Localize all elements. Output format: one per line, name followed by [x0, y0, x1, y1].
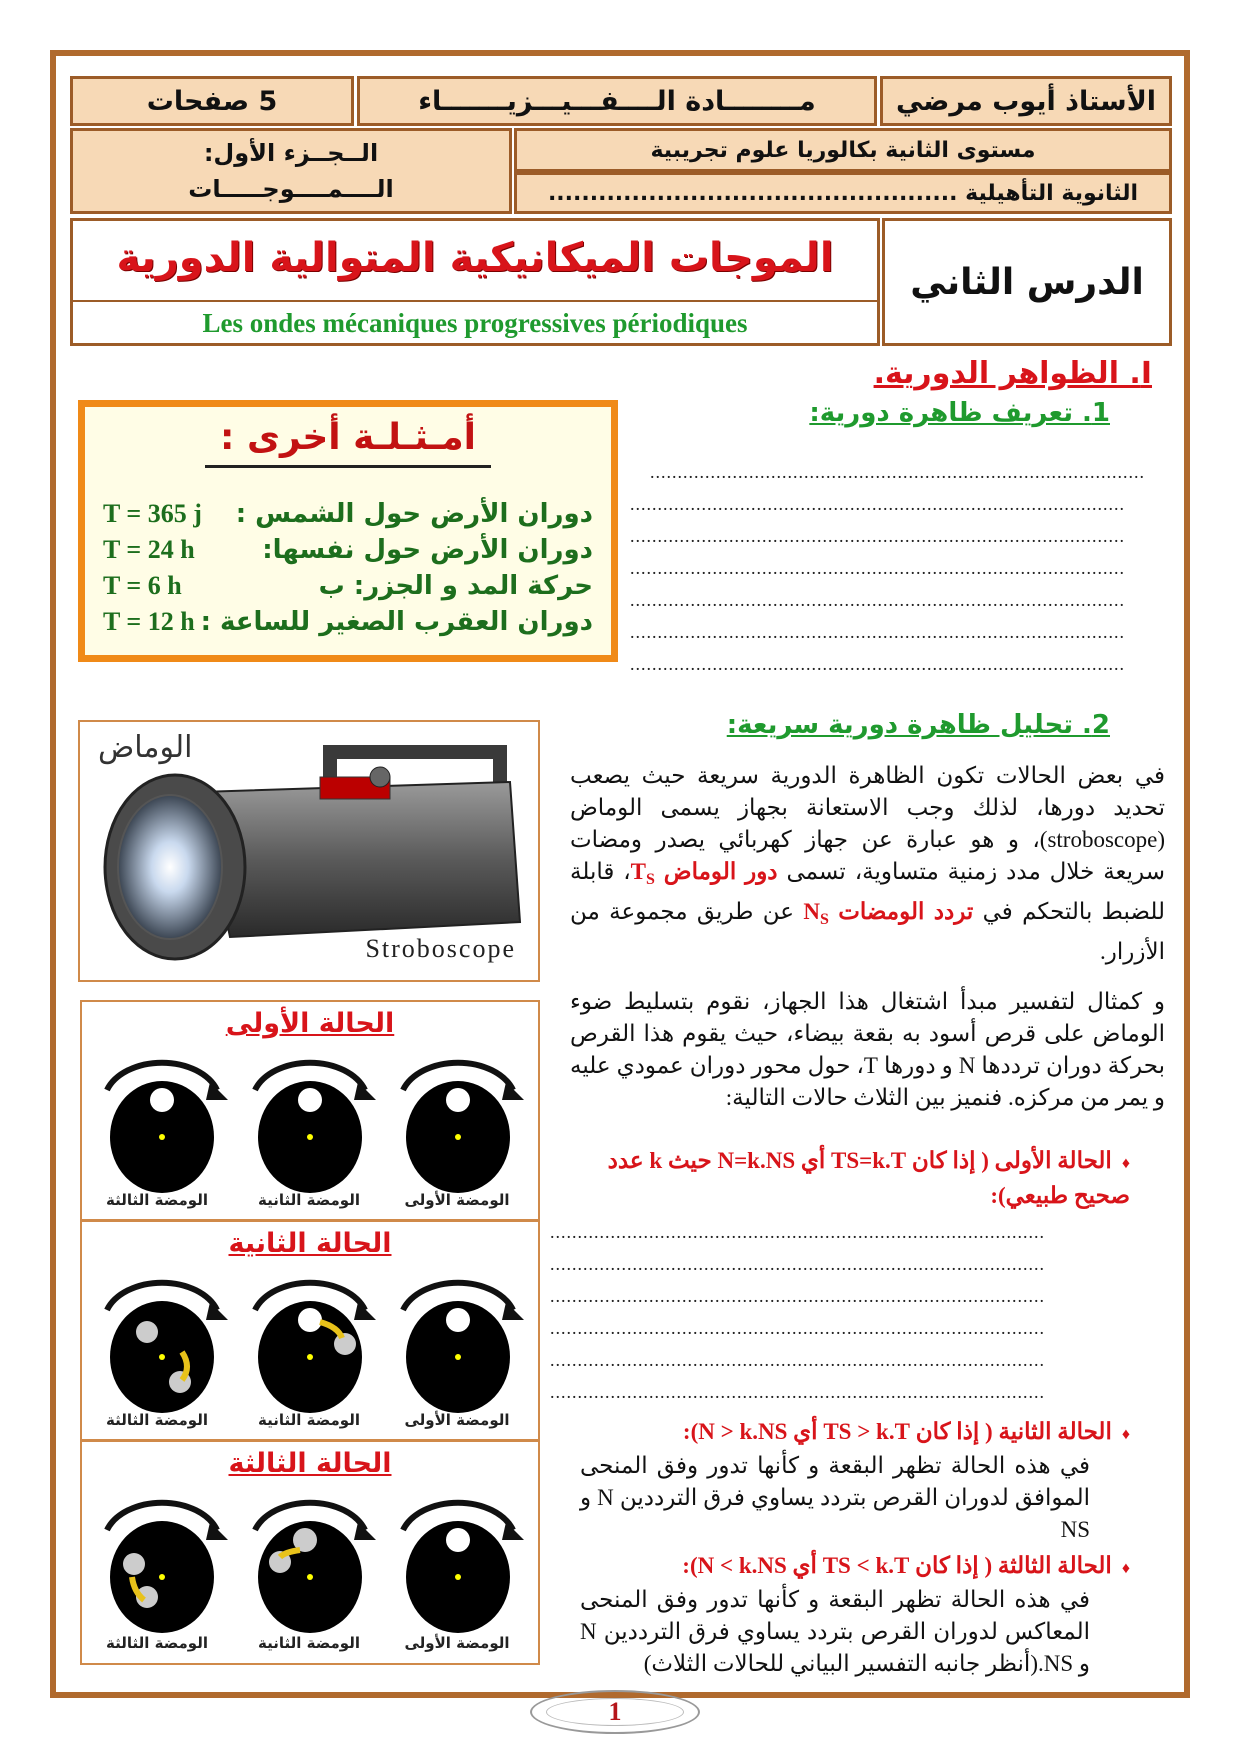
case-2-text: في هذه الحالة تظهر البقعة و كأنها تدور وفق المنحى الموافق لدوران القرص بتردد يساوي فرق الترددين N و NS	[580, 1453, 1090, 1542]
answer-line: ..........................................................................................	[550, 1222, 1045, 1242]
flash-label: الومضة الثالثة	[106, 1191, 208, 1209]
example-row: T = 24 h دوران الأرض حول نفسها:	[103, 535, 593, 565]
flash-label: الومضة الثانية	[258, 1411, 360, 1429]
part-name: الــــمــــوجـــــات	[188, 175, 394, 203]
answer-line: ..........................................................................................	[550, 1254, 1045, 1274]
answer-line: ..........................................................................................	[650, 462, 1145, 482]
subsection-2-heading: 2. تحليل ظاهرة دورية سريعة:	[726, 710, 1110, 740]
level-cell	[514, 128, 1172, 172]
case-3-text: في هذه الحالة تظهر البقعة و كأنها تدور وفق المنحى المعاكس لدوران القرص بتردد يساوي فرق الترددين N و NS.(أنظر جانبه التفسير البياني للحالات الثلاث)	[580, 1587, 1090, 1676]
pages-cell	[70, 76, 354, 126]
school-cell	[514, 172, 1172, 214]
answer-line: ..........................................................................................	[630, 494, 1125, 514]
disc-panel-case-2	[82, 1222, 538, 1442]
answer-line: ..........................................................................................	[550, 1286, 1045, 1306]
lesson-title-ar: الموجات الميكانيكية المتوالية الدورية	[116, 235, 834, 281]
case-2-heading: ♦الحالة الثانية ( إذا كان TS > k.T أي N > k.NS):	[682, 1419, 1130, 1444]
teacher-name: الأستاذ أيوب مرضي	[895, 85, 1157, 117]
stroboscope-paragraph: في بعض الحالات تكون الظاهرة الدورية سريعة حيث يصعب تحديد دورها، لذلك وجب الاستعانة بجهاز يسمى الوماض (stroboscope)، و هو عبارة عن جهاز كهربائي يصدر ومضات سريعة خلال مدد زمنية متساوية، تسمى دور الوماض $T_S،$ قابلة للضبط بالتحكم في تردد الومضات $N_S$ عن طريق مجموعة من الأزرار.	[570, 763, 1166, 964]
answer-line: ..........................................................................................	[550, 1318, 1045, 1338]
panel-title: الحالة الثالثة	[228, 1448, 392, 1479]
school-text: الثانوية التأهيلية .................................................	[547, 180, 1139, 206]
lesson-number: الدرس الثاني	[910, 261, 1144, 303]
flash-label: الومضة الثانية	[258, 1634, 360, 1652]
disc-drawing	[82, 1222, 542, 1442]
flash-label: الومضة الأولى	[404, 1411, 510, 1429]
answer-line: ..........................................................................................	[630, 526, 1125, 546]
flash-label: الومضة الثالثة	[106, 1411, 208, 1429]
examples-title: أمـثـلـة أخرى :	[220, 417, 476, 458]
lesson-number-cell	[882, 218, 1172, 346]
disc-example-paragraph: و كمثال لتفسير مبدأ اشتغال هذا الجهاز، نقوم بتسليط ضوء الوماض على قرص أسود به بقعة بيضاء، حيث يقوم هذا القرص بحركة دوران ترددها N و دورها T، حول محور دوران عمودي عليه و يمر من مركزه. فنميز بين الثلاث حالات التالية:	[570, 989, 1165, 1110]
flash-label: الومضة الأولى	[404, 1634, 510, 1652]
case-3-heading: ♦الحالة الثالثة ( إذا كان TS < k.T أي N < k.NS):	[682, 1553, 1130, 1578]
example-row: T = 365 j دوران الأرض حول الشمس :	[103, 499, 593, 529]
panel-title: الحالة الثانية	[228, 1228, 392, 1259]
pages-count: 5 صفحات	[146, 85, 278, 117]
subject-name: مــــــــادة الــــفـــيـــزيـــــــاء	[418, 85, 816, 117]
flash-label: الومضة الثانية	[258, 1191, 360, 1209]
disc-drawing	[82, 1002, 542, 1222]
stroboscope-label-fr: Stroboscope	[365, 934, 516, 963]
section-heading: I. الظواهر الدورية.	[873, 356, 1152, 391]
disc-panel-case-1	[82, 1002, 538, 1222]
flash-label: الومضة الأولى	[404, 1191, 510, 1209]
examples-box	[78, 400, 618, 662]
stroboscope-label-ar: الوماض	[98, 730, 193, 765]
part-cell	[70, 128, 512, 214]
answer-line: ..........................................................................................	[630, 622, 1125, 642]
subject-cell	[357, 76, 877, 126]
lesson-title-fr: Les ondes mécaniques progressives périodiques	[73, 300, 877, 339]
subsection-1-heading: 1. تعريف ظاهرة دورية:	[809, 398, 1110, 428]
flash-label: الومضة الثالثة	[106, 1634, 208, 1652]
part-label: الــجــزء الأول:	[203, 139, 379, 167]
disc-cases-figure	[80, 1000, 540, 1665]
answer-line: ..........................................................................................	[630, 590, 1125, 610]
examples-underline	[205, 465, 491, 468]
example-row: T = 12 h دوران العقرب الصغير للساعة :	[103, 607, 593, 637]
case-1-heading: ♦الحالة الأولى ( إذا كان TS=k.T أي N=k.NS حيث k عدد صحيح طبيعي):	[607, 1148, 1130, 1208]
answer-line: ..........................................................................................	[630, 654, 1125, 674]
panel-title: الحالة الأولى	[225, 1008, 395, 1039]
stroboscope-figure	[78, 720, 540, 982]
disc-drawing	[82, 1442, 542, 1662]
teacher-cell	[880, 76, 1172, 126]
page-number: 1	[530, 1690, 700, 1734]
answer-line: ..........................................................................................	[550, 1350, 1045, 1370]
disc-panel-case-3	[82, 1442, 538, 1662]
answer-line: ..........................................................................................	[630, 558, 1125, 578]
level-text: مستوى الثانية بكالوريا علوم تجريبية	[650, 137, 1036, 163]
lesson-title-box	[70, 218, 880, 346]
example-row: T = 6 h حركة المد و الجزر: ب	[103, 571, 593, 601]
answer-line: ..........................................................................................	[550, 1382, 1045, 1402]
